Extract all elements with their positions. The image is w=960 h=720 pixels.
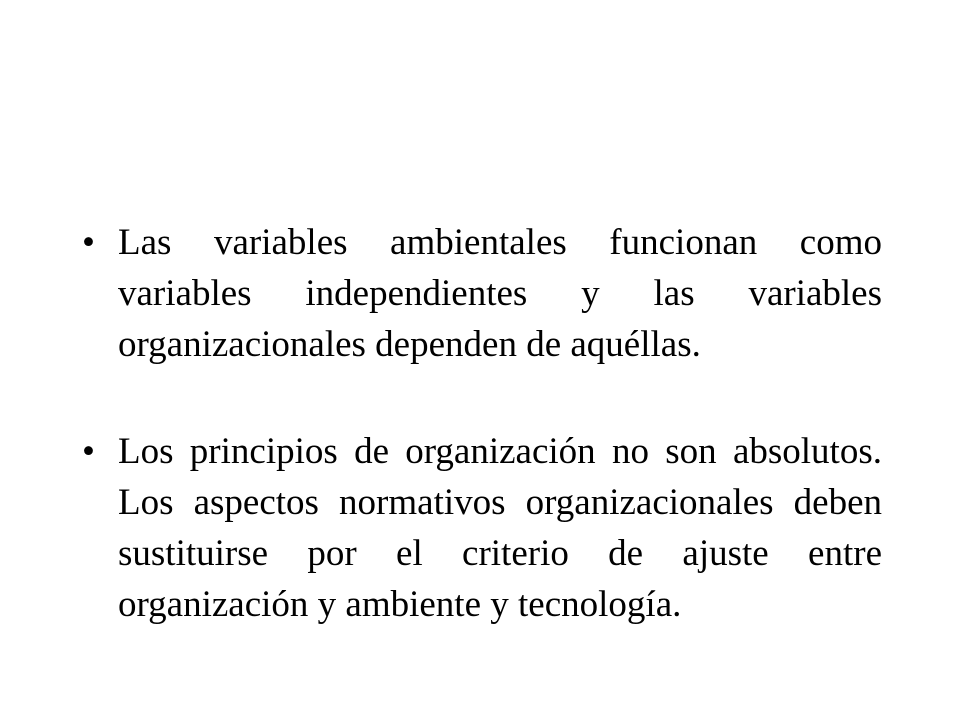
bullet-list bbox=[82, 217, 882, 630]
bullet-text-2: Los principios de organización no son absolutos. Los aspectos normativos organizacionales deben sustituirse por el criterio de ajuste entre organización y ambiente y tecnología. bbox=[118, 431, 882, 625]
bullet-item-2 bbox=[82, 426, 882, 630]
bullet-text-1: Las variables ambientales funcionan como variables independientes y las variables organizacionales dependen de aquéllas. bbox=[118, 222, 882, 365]
bullet-dot-icon: • bbox=[82, 222, 95, 263]
bullet-item-1 bbox=[82, 217, 882, 370]
bullet-dot-icon: • bbox=[82, 431, 95, 472]
